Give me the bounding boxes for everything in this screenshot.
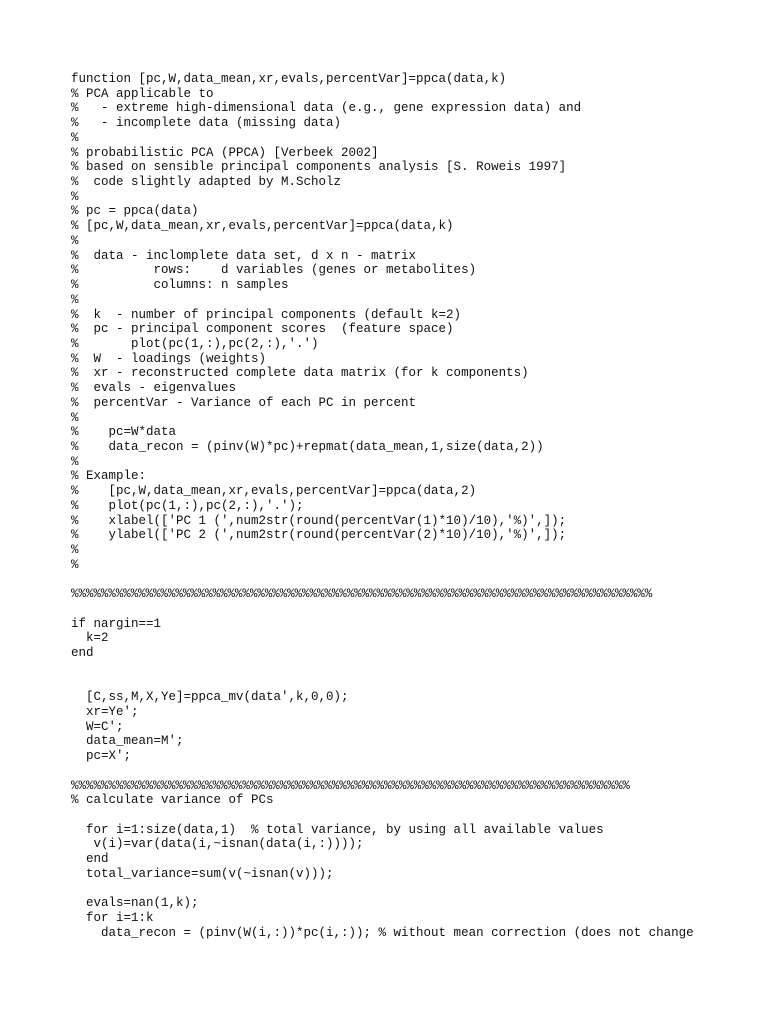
code-line — [71, 661, 761, 676]
code-line: % [pc,W,data_mean,xr,evals,percentVar]=ppca(data,2) — [71, 484, 477, 499]
code-line: % - incomplete data (missing data) — [71, 116, 342, 131]
code-line: % evals - eigenvalues — [71, 381, 237, 396]
code-line: % columns: n samples — [71, 278, 289, 293]
code-line: % plot(pc(1,:),pc(2,:),'.') — [71, 336, 319, 351]
code-line — [71, 572, 761, 587]
code-line: for i=1:k — [71, 910, 154, 925]
code-line: end — [71, 646, 94, 661]
code-line: % Example: — [71, 469, 147, 484]
separator-line: %%%%%%%%%%%%%%%%%%%%%%%%%%%%%%%%%%%%%%%%%%%%%%%%%%%%%%%%%%%%%%%%%%%%%%%%%%%%%% — [71, 587, 653, 602]
code-line: evals=nan(1,k); — [71, 896, 199, 911]
code-line: % k - number of principal components (default k=2) — [71, 307, 462, 322]
code-line: % percentVar - Variance of each PC in percent — [71, 395, 417, 410]
code-line — [71, 764, 761, 779]
code-line: % based on sensible principal components analysis [S. Roweis 1997] — [71, 160, 567, 175]
separator-line: %%%%%%%%%%%%%%%%%%%%%%%%%%%%%%%%%%%%%%%%%%%%%%%%%%%%%%%%%%%%%%%%%%%%%%%%%%% — [71, 778, 630, 793]
code-line: % data - inclomplete data set, d x n - matrix — [71, 248, 417, 263]
code-line: % ylabel(['PC 2 (',num2str(round(percentVar(2)*10)/10),'%)',]); — [71, 528, 567, 543]
code-line: data_mean=M'; — [71, 734, 184, 749]
code-line: % code slightly adapted by M.Scholz — [71, 175, 342, 190]
code-line: % pc=W*data — [71, 425, 177, 440]
code-line: % — [71, 130, 79, 145]
code-line: pc=X'; — [71, 749, 132, 764]
code-line: % — [71, 454, 79, 469]
code-line: % — [71, 292, 79, 307]
code-line: data_recon = (pinv(W(i,:))*pc(i,:)); % without mean correction (does not change — [71, 925, 694, 940]
code-line: xr=Ye'; — [71, 704, 139, 719]
code-line: % - extreme high-dimensional data (e.g., gene expression data) and — [71, 101, 582, 116]
code-line — [71, 882, 761, 897]
code-line: v(i)=var(data(i,~isnan(data(i,:)))); — [71, 837, 364, 852]
code-line: k=2 — [71, 631, 109, 646]
code-line: % [pc,W,data_mean,xr,evals,percentVar]=ppca(data,k) — [71, 219, 454, 234]
code-line: if nargin==1 — [71, 616, 162, 631]
code-line: % — [71, 543, 79, 557]
code-line: % plot(pc(1,:),pc(2,:),'.'); — [71, 498, 304, 513]
code-line: % xlabel(['PC 1 (',num2str(round(percentVar(1)*10)/10),'%)',]); — [71, 513, 567, 528]
code-line — [71, 808, 761, 823]
code-line: % W - loadings (weights) — [71, 351, 267, 366]
code-line — [71, 675, 761, 690]
code-line: W=C'; — [71, 719, 124, 734]
code-line: % data_recon = (pinv(W)*pc)+repmat(data_mean,1,size(data,2)) — [71, 439, 544, 454]
code-line: [C,ss,M,X,Ye]=ppca_mv(data',k,0,0); — [71, 690, 349, 705]
code-line: % pc - principal component scores (feature space) — [71, 322, 454, 337]
code-line: % pc = ppca(data) — [71, 204, 199, 219]
code-line: function [pc,W,data_mean,xr,evals,percentVar]=ppca(data,k) — [71, 72, 507, 86]
code-line: % probabilistic PCA (PPCA) [Verbeek 2002] — [71, 145, 379, 160]
code-line: end — [71, 852, 109, 867]
code-line: % — [71, 410, 79, 425]
code-line: % xr - reconstructed complete data matrix (for k components) — [71, 366, 529, 381]
code-line: % PCA applicable to — [71, 86, 214, 101]
code-line: % — [71, 189, 79, 204]
code-line — [71, 602, 761, 617]
code-line: for i=1:size(data,1) % total variance, by using all available values — [71, 822, 604, 837]
code-line: % rows: d variables (genes or metabolites) — [71, 263, 477, 278]
code-line: total_variance=sum(v(~isnan(v))); — [71, 866, 334, 881]
code-line: % — [71, 233, 79, 248]
code-listing — [71, 72, 761, 940]
code-line: % — [71, 557, 79, 572]
code-line: % calculate variance of PCs — [71, 793, 274, 808]
